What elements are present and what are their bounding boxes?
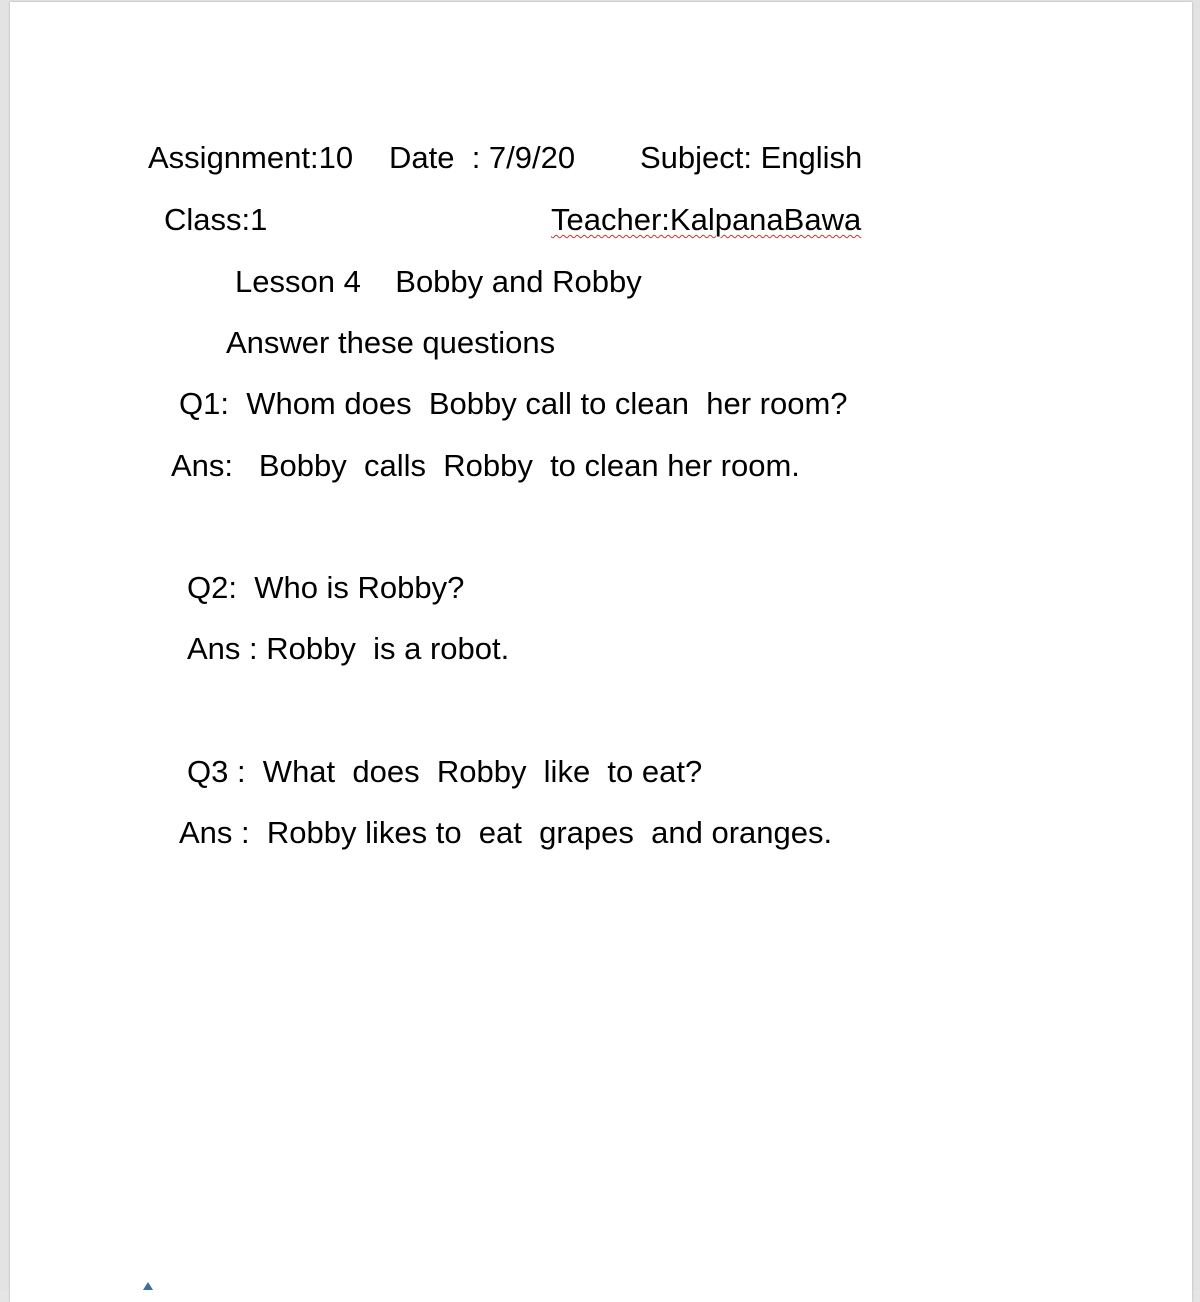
document-page: [10, 2, 1192, 1302]
class-label: Class:1: [164, 202, 268, 237]
answer-2: Ans : Robby is a robot.: [187, 631, 510, 666]
answer-3: Ans : Robby likes to eat grapes and oranges.: [179, 815, 833, 850]
caret-up-icon: [143, 1282, 153, 1290]
instruction-text: Answer these questions: [226, 325, 556, 360]
question-2: Q2: Who is Robby?: [187, 570, 465, 605]
subject-label: Subject: English: [640, 140, 863, 175]
question-3: Q3 : What does Robby like to eat?: [187, 754, 703, 789]
question-1: Q1: Whom does Bobby call to clean her room?: [179, 386, 848, 421]
assignment-date: Date : 7/9/20: [389, 140, 576, 175]
assignment-number: Assignment:10: [148, 140, 354, 175]
lesson-title: Lesson 4 Bobby and Robby: [235, 264, 642, 299]
answer-1: Ans: Bobby calls Robby to clean her room.: [171, 448, 800, 483]
teacher-name: Teacher:KalpanaBawa: [551, 202, 862, 237]
